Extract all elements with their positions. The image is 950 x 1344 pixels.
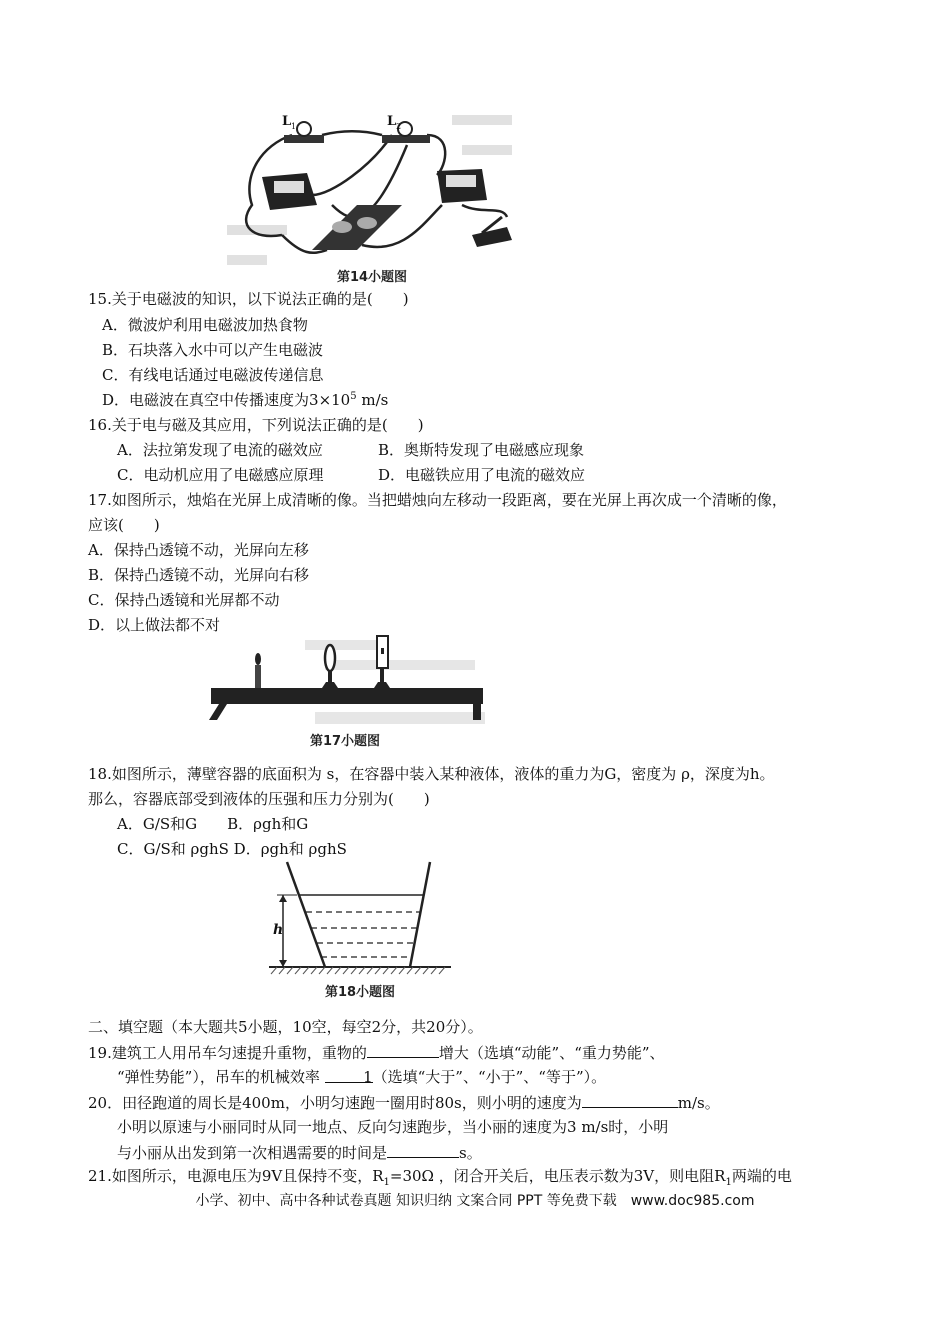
q21-text-2: =30Ω ，闭合开关后，电压表示数为3V，则电阻R (389, 1167, 726, 1185)
q19-blank-1 (367, 1042, 439, 1058)
figure-18-container (265, 860, 455, 1005)
q16-option-a: A．法拉第发现了电流的磁效应 (117, 441, 323, 459)
figure-18-caption: 第18小题图 (324, 985, 396, 1000)
figure-17-optical-bench (205, 632, 490, 754)
q17-stem-1: 17.如图所示，烛焰在光屏上成清晰的像。当把蜡烛向左移动一段距离，要在光屏上再次成一个清晰的像， (88, 491, 787, 509)
q16-stem: 16.关于电与磁及其应用，下列说法正确的是( ) (88, 416, 424, 434)
q20-text-4: s。 (459, 1144, 482, 1162)
q19-text-1: 19.建筑工人用吊车匀速提升重物，重物的 (88, 1044, 367, 1062)
q21-sub-2: 1 (725, 1177, 732, 1188)
q20-blank-2 (387, 1142, 459, 1158)
q21-text-1: 21.如图所示，电源电压为9V且保持不变，R (88, 1167, 384, 1185)
q21-sub-1: 1 (383, 1177, 390, 1188)
q19-line-2 (117, 1067, 606, 1087)
q21-line-1 (88, 1166, 792, 1186)
q18-options-ab: A．G/S和G B．ρgh和G (117, 815, 309, 833)
q20-line-3 (117, 1142, 482, 1163)
q17-option-a: A．保持凸透镜不动，光屏向左移 (88, 541, 309, 559)
q17-option-b: B．保持凸透镜不动，光屏向右移 (88, 566, 310, 584)
q20-text-1: 20．田径跑道的周长是400m，小明匀速跑一圈用时80s，则小明的速度为 (88, 1094, 582, 1112)
q17-option-d: D．以上做法都不对 (88, 616, 221, 634)
section-2-title: 二、填空题（本大题共5小题，10空，每空2分，共20分）。 (88, 1018, 483, 1036)
q20-text-2: m/s。 (677, 1094, 720, 1112)
q15-stem: 15.关于电磁波的知识，以下说法正确的是( ) (88, 290, 409, 308)
q15-d-unit: m/s (356, 391, 389, 409)
q16-option-b: B．奥斯特发现了电磁感应现象 (378, 441, 585, 459)
label-l2: L (387, 114, 397, 129)
q18-stem-2: 那么，容器底部受到液体的压强和压力分别为( ) (88, 790, 430, 808)
q18-options-cd: C．G/S和 ρghS D．ρgh和 ρghS (117, 840, 347, 858)
q19-line-1 (88, 1042, 665, 1063)
q16-option-d: D．电磁铁应用了电流的磁效应 (378, 466, 586, 484)
q19-text-4: （选填“大于”、“小于”、“等于”）。 (372, 1068, 607, 1086)
label-l1-sub: 1 (291, 122, 297, 131)
label-l2-sub: 2 (396, 122, 402, 131)
q20-text-3: 与小丽从出发到第一次相遇需要的时间是 (117, 1144, 388, 1162)
q19-text-2: 增大（选填“动能”、“重力势能”、 (438, 1044, 665, 1062)
q19-blank-2: 1 (325, 1067, 373, 1083)
q18-stem-1: 18.如图所示，薄壁容器的底面积为 s，在容器中装入某种液体，液体的重力为G，密度为 ρ，深度为h。 (88, 765, 775, 783)
q15-option-a: A．微波炉利用电磁波加热食物 (102, 316, 308, 334)
q15-option-c: C．有线电话通过电磁波传递信息 (102, 366, 324, 384)
q15-d-text: D．电磁波在真空中传播速度为3×10 (102, 391, 351, 409)
q15-option-d (102, 390, 388, 410)
q20-blank-1 (582, 1092, 678, 1108)
figure-14-caption: 第14小题图 (336, 270, 408, 285)
page-footer: 小学、初中、高中各种试卷真题 知识归纳 文案合同 PPT 等免费下载 www.doc985.com (195, 1193, 755, 1209)
q15-d-exponent: 5 (350, 391, 357, 402)
figure-14-circuit (222, 105, 522, 290)
q19-text-3: “弹性势能”），吊车的机械效率 (117, 1068, 325, 1086)
q15-option-b: B．石块落入水中可以产生电磁波 (102, 341, 324, 359)
light-screen (374, 636, 390, 688)
q17-option-c: C．保持凸透镜和光屏都不动 (88, 591, 280, 609)
q21-text-3: 两端的电 (731, 1167, 792, 1185)
label-l1: L (282, 114, 292, 129)
q17-stem-2: 应该( ) (88, 516, 160, 534)
figure-17-caption: 第17小题图 (309, 734, 381, 749)
q20-line-2: 小明以原速与小丽同时从同一地点、反向匀速跑步，当小丽的速度为3 m/s时，小明 (117, 1118, 669, 1136)
label-h: h (273, 922, 284, 938)
q16-option-c: C．电动机应用了电磁感应原理 (117, 466, 324, 484)
q20-line-1 (88, 1092, 720, 1113)
candle (255, 653, 261, 688)
